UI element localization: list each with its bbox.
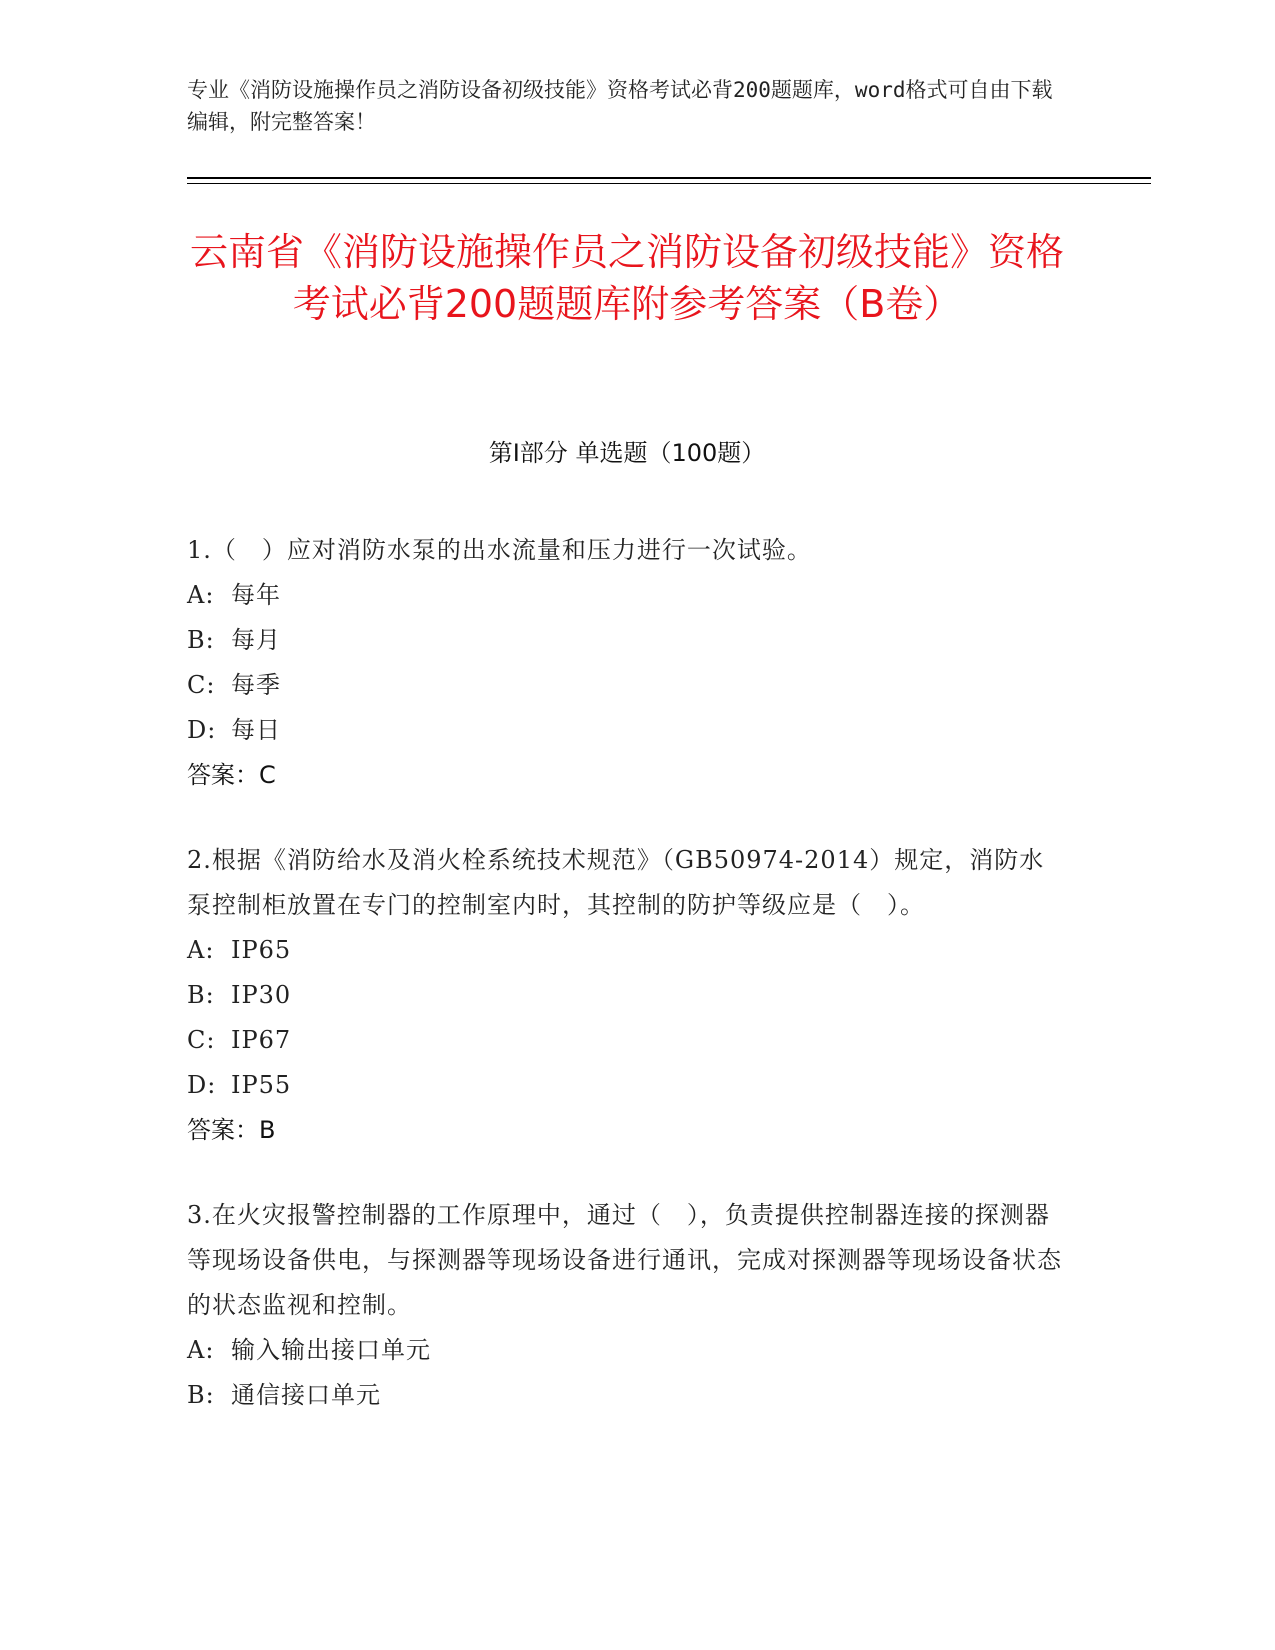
option-text: 输入输出接口单元 <box>231 1336 431 1364</box>
option-key: D: <box>187 716 217 744</box>
option-key: B: <box>187 626 215 654</box>
option-key: C: <box>187 671 216 699</box>
header-note: 专业《消防设施操作员之消防设备初级技能》资格考试必背200题题库，word格式可自由下载编辑，附完整答案！ <box>187 78 1053 134</box>
option-b <box>187 1373 1067 1418</box>
option-text: IP67 <box>231 1026 292 1054</box>
option-b <box>187 618 1067 663</box>
question-stem: 3.在火灾报警控制器的工作原理中，通过（ ），负责提供控制器连接的探测器等现场设备供电，与探测器等现场设备进行通讯，完成对探测器等现场设备状态的状态监视和控制。 <box>187 1201 1062 1319</box>
option-text: IP65 <box>231 936 292 964</box>
option-c <box>187 1018 1067 1063</box>
option-d <box>187 708 1067 753</box>
option-key: A: <box>187 936 215 964</box>
question-list <box>187 528 1067 1458</box>
option-key: B: <box>187 981 215 1009</box>
option-text: 每年 <box>231 581 281 609</box>
answer-label: 答案：C <box>187 761 276 789</box>
option-c <box>187 663 1067 708</box>
option-text: 每月 <box>231 626 281 654</box>
document-title: 云南省《消防设施操作员之消防设备初级技能》资格考试必背200题题库附参考答案（B卷） <box>189 230 1064 326</box>
answer-label: 答案：B <box>187 1116 276 1144</box>
question-3 <box>187 1193 1067 1418</box>
option-key: B: <box>187 1381 215 1409</box>
option-key: A: <box>187 581 215 609</box>
option-text: 每日 <box>231 716 281 744</box>
option-text: IP30 <box>231 981 292 1009</box>
option-b <box>187 973 1067 1018</box>
question-stem: 2.根据《消防给水及消火栓系统技术规范》（GB50974-2014）规定，消防水泵控制柜放置在专门的控制室内时，其控制的防护等级应是（ ）。 <box>187 846 1045 919</box>
header-divider-thin <box>187 183 1151 184</box>
option-key: A: <box>187 1336 215 1364</box>
option-a <box>187 928 1067 973</box>
option-a <box>187 1328 1067 1373</box>
option-text: 每季 <box>231 671 281 699</box>
option-text: 通信接口单元 <box>231 1381 381 1409</box>
option-d <box>187 1063 1067 1108</box>
option-a <box>187 573 1067 618</box>
question-2 <box>187 838 1067 1153</box>
section-title: 第Ⅰ部分 单选题（100题） <box>488 439 766 467</box>
option-text: IP55 <box>231 1071 292 1099</box>
header-divider-thick <box>187 177 1151 179</box>
option-key: C: <box>187 1026 216 1054</box>
question-stem: 1.（ ）应对消防水泵的出水流量和压力进行一次试验。 <box>187 536 812 564</box>
option-key: D: <box>187 1071 217 1099</box>
question-1 <box>187 528 1067 798</box>
